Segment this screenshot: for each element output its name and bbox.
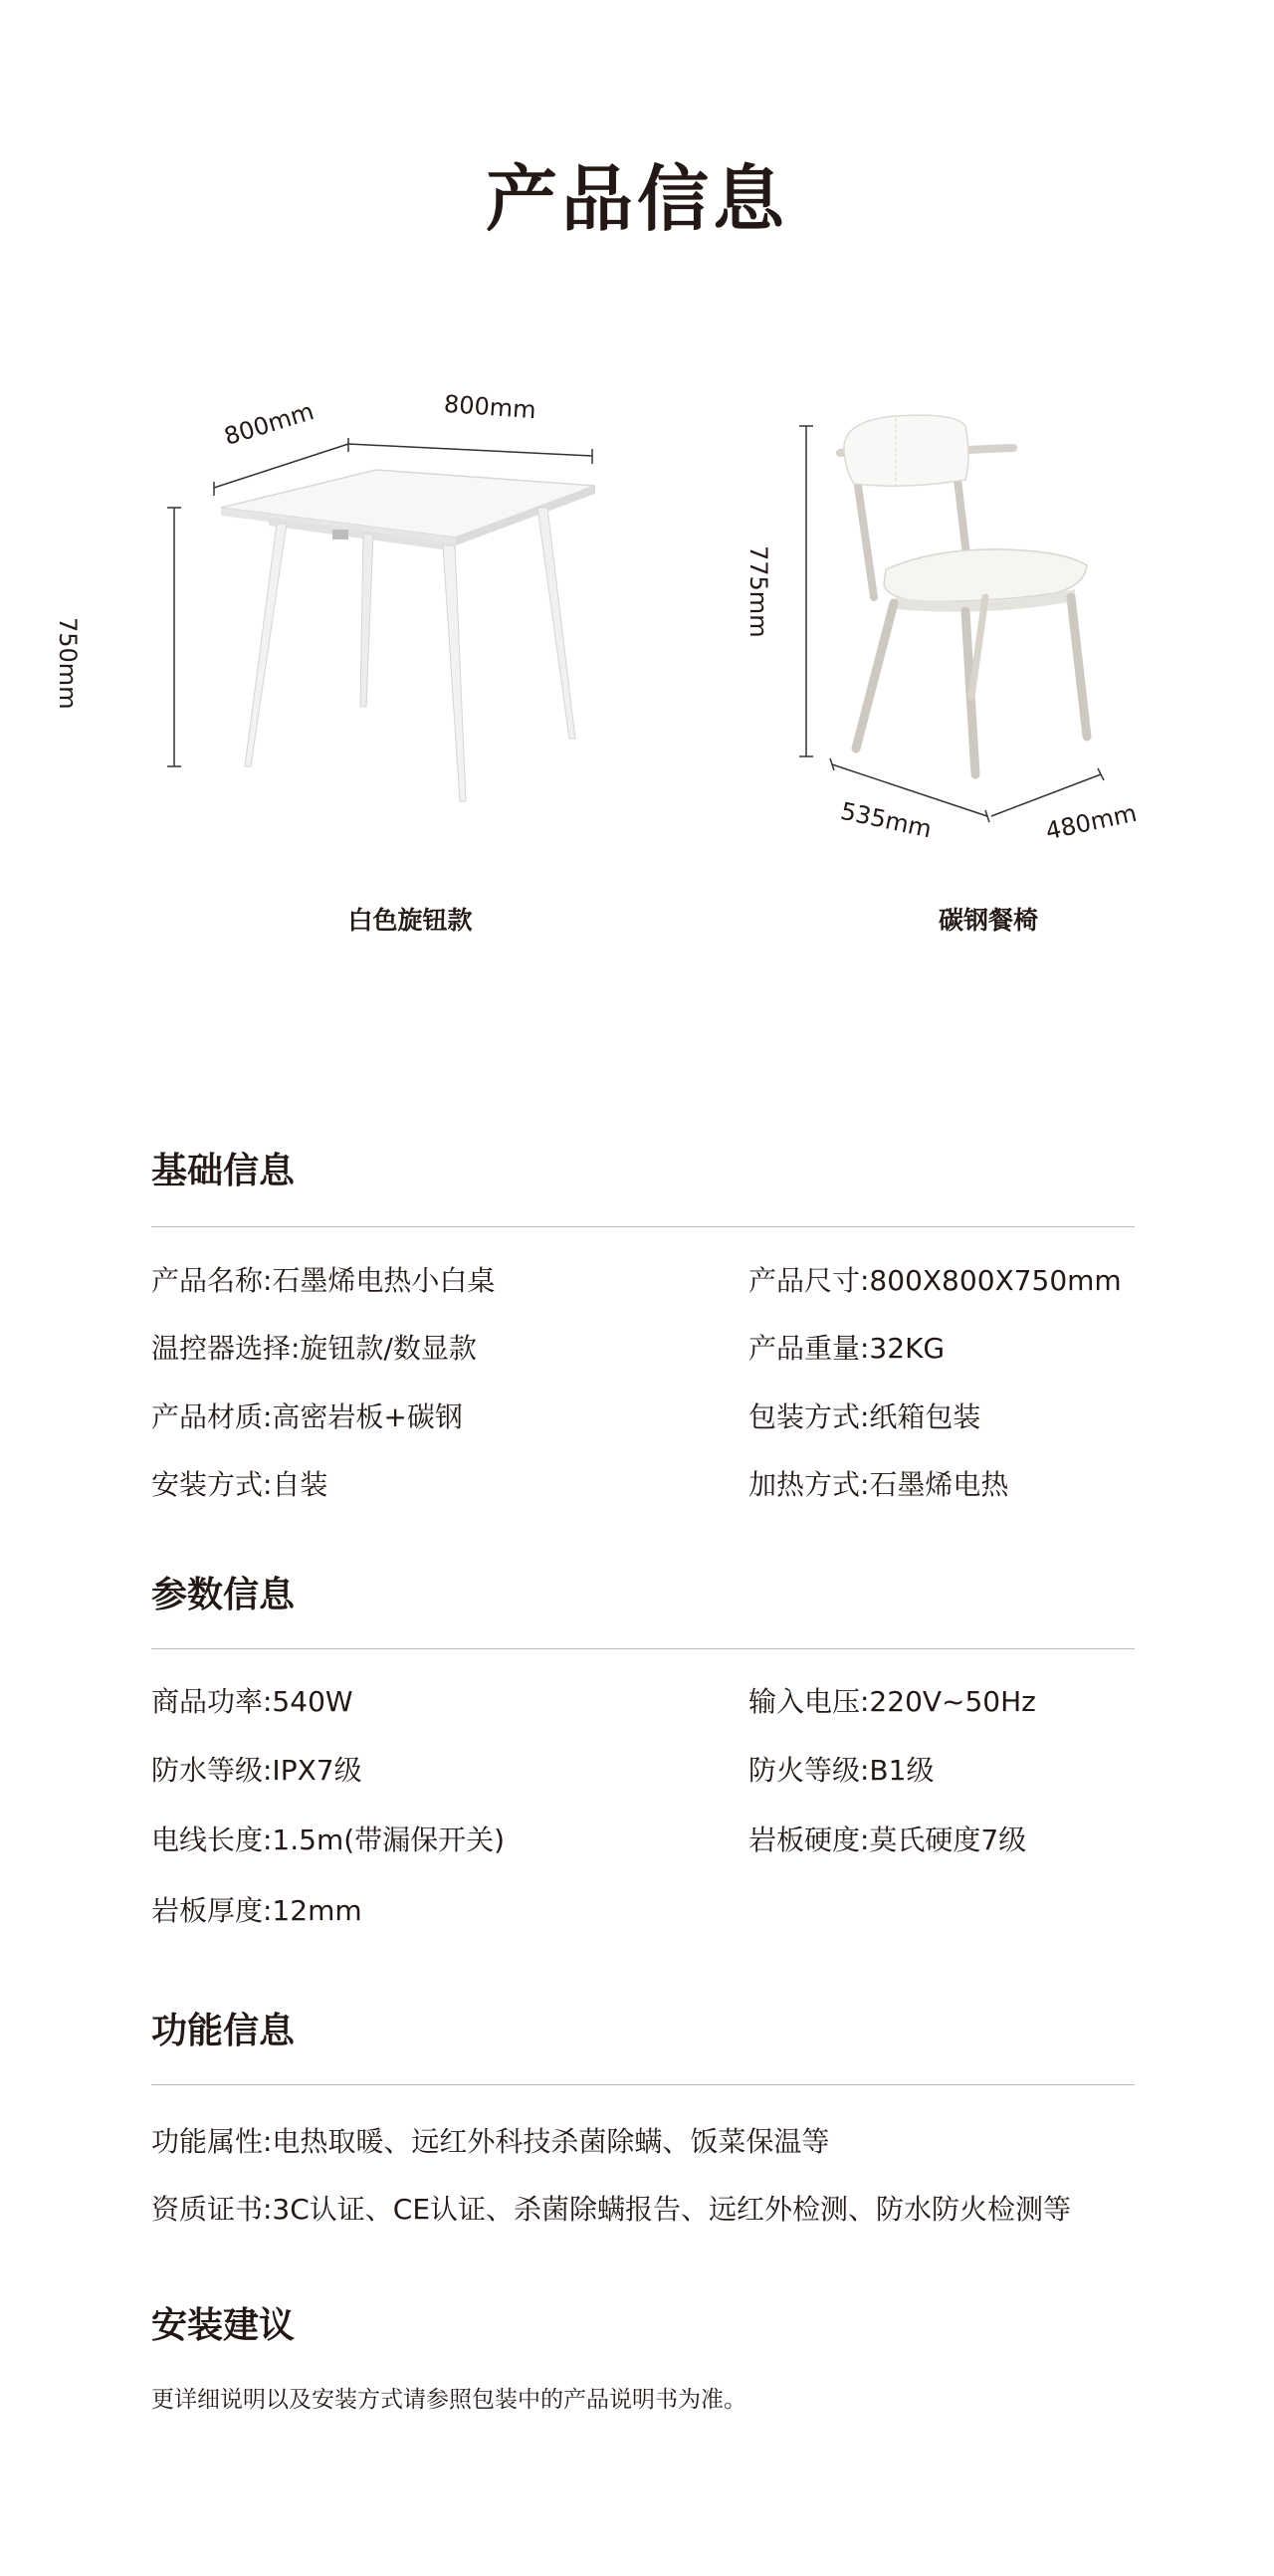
table-depth-label: 800mm: [220, 397, 318, 451]
info-row: 安装方式:自装: [151, 1468, 328, 1501]
info-row: 温控器选择:旋钮款/数显款: [151, 1332, 477, 1365]
info-row: 加热方式:石墨烯电热: [748, 1468, 1009, 1501]
info-row: 商品功率:540W: [151, 1685, 353, 1718]
section-divider: [151, 1648, 1135, 1649]
info-row: 产品重量:32KG: [748, 1332, 946, 1365]
table-height-label: 750mm: [54, 617, 82, 710]
chair-caption: 碳钢餐椅: [938, 906, 1038, 935]
table-width-label: 800mm: [443, 389, 537, 425]
table-caption: 白色旋钮款: [347, 906, 473, 935]
info-row: 输入电压:220V~50Hz: [748, 1685, 1036, 1718]
info-row: 产品名称:石墨烯电热小白桌: [151, 1264, 496, 1297]
info-row: 岩板厚度:12mm: [151, 1894, 362, 1927]
info-row: 包装方式:纸箱包装: [748, 1400, 981, 1433]
info-row: 产品材质:高密岩板+碳钢: [151, 1400, 463, 1433]
section-heading-params: 参数信息: [151, 1575, 296, 1615]
info-row: 资质证书:3C认证、CE认证、杀菌除螨报告、远红外检测、防水防火检测等: [151, 2193, 1072, 2226]
page-title: 产品信息: [485, 157, 788, 241]
chair-width-label: 480mm: [1043, 798, 1140, 846]
section-heading-basic: 基础信息: [151, 1151, 296, 1191]
section-heading-function: 功能信息: [151, 2011, 296, 2051]
table-illustration: [119, 378, 617, 816]
section-divider: [151, 1226, 1135, 1227]
info-row: 产品尺寸:800X800X750mm: [748, 1264, 1122, 1297]
chair-illustration: [737, 398, 1174, 836]
install-note: 更详细说明以及安装方式请参照包装中的产品说明书为准。: [151, 2387, 746, 2413]
section-divider: [151, 2084, 1135, 2085]
info-row: 防火等级:B1级: [748, 1754, 935, 1787]
chair-height-label: 775mm: [744, 545, 772, 638]
info-row: 电线长度:1.5m(带漏保开关): [151, 1824, 506, 1856]
section-heading-install: 安装建议: [151, 2305, 296, 2346]
chair-depth-label: 535mm: [838, 796, 935, 844]
info-row: 防水等级:IPX7级: [151, 1754, 362, 1787]
info-row: 功能属性:电热取暖、远红外科技杀菌除螨、饭菜保温等: [151, 2125, 830, 2158]
info-row: 岩板硬度:莫氏硬度7级: [748, 1824, 1027, 1856]
